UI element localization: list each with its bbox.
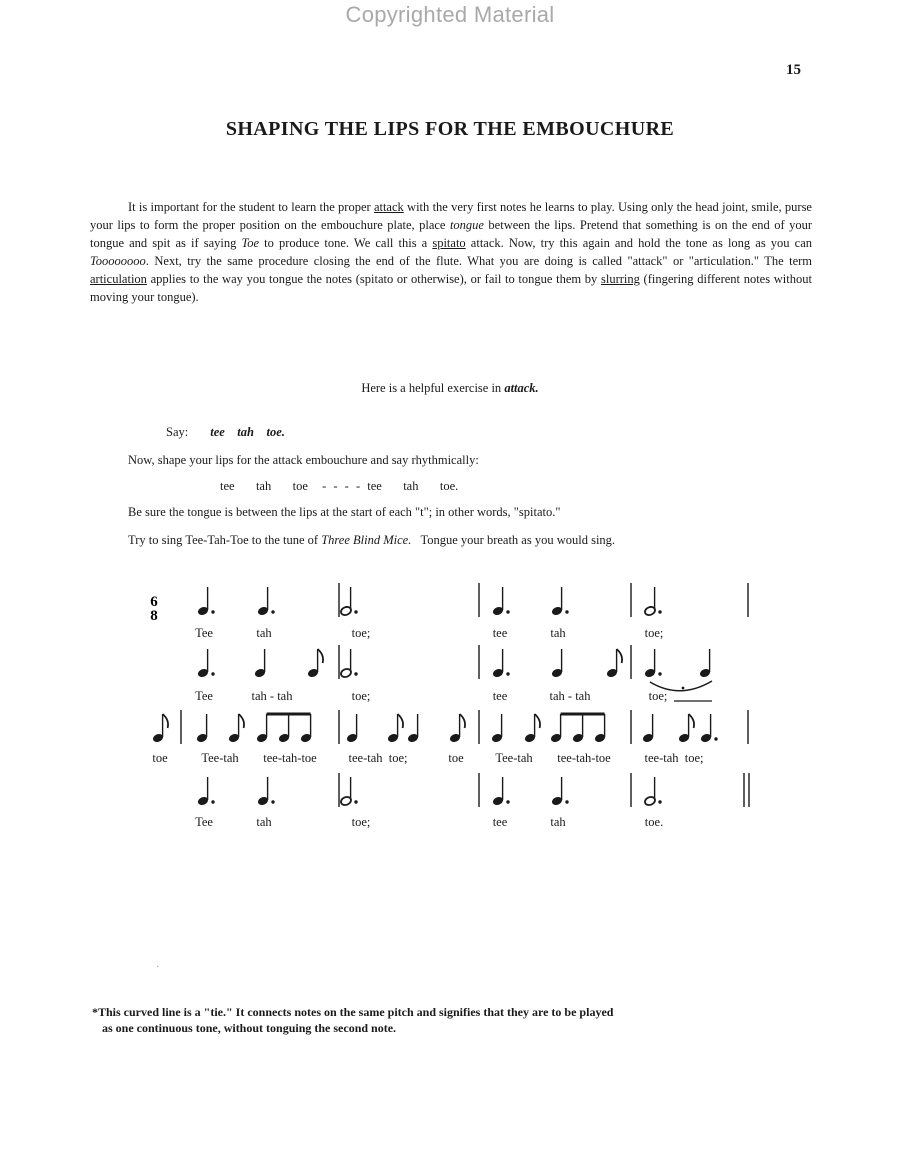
footnote	[92, 1004, 812, 1036]
lyric-syllable: tee-tah toe;	[644, 751, 704, 765]
note-flag	[239, 714, 244, 728]
page-title: SHAPING THE LIPS FOR THE EMBOUCHURE	[225, 118, 675, 140]
lyric-syllable: toe;	[351, 815, 371, 829]
say-label: Say:	[166, 425, 189, 439]
lyric-syllable: tee-tah-toe	[263, 751, 317, 765]
note-dot	[658, 610, 661, 613]
song-title: Three Blind Mice.	[321, 533, 412, 547]
note-dot	[354, 800, 357, 803]
heading-attack: attack.	[504, 381, 539, 395]
lyric-syllable: toe;	[644, 626, 664, 640]
note-dot	[354, 610, 357, 613]
note-dot	[658, 800, 661, 803]
lyric-syllable: tee	[492, 689, 508, 703]
text-run: It is important for the student to learn the proper	[128, 200, 374, 214]
lyric-syllable: tah	[550, 815, 566, 829]
note-flag	[398, 714, 403, 728]
note-dot	[658, 672, 661, 675]
lyric-syllable: Tee	[195, 815, 213, 829]
be-sure-line: Be sure the tongue is between the lips at the start of each "t"; in other words, "spitato."	[128, 505, 561, 519]
note-dot	[506, 610, 509, 613]
lyric-syllable: Tee	[195, 689, 213, 703]
text-run: attack. Now, try this again and hold the tone as long as you can	[465, 236, 812, 251]
try-text-end: Tongue your breath as you would sing.	[411, 533, 616, 547]
note-dot	[271, 610, 274, 613]
note-dot	[211, 610, 214, 613]
note-flag	[617, 649, 622, 663]
tongue-term: tongue	[449, 218, 484, 233]
lyric-syllable: Tee-tah	[201, 751, 239, 765]
now-line: Now, shape your lips for the attack embouchure and say rhythmically:	[128, 453, 479, 467]
lyric-syllable: tee-tah-toe	[557, 751, 611, 765]
lyric-syllable: tee	[492, 815, 508, 829]
note-dot	[714, 737, 717, 740]
lyric-syllable: Tee	[195, 626, 213, 640]
note-dot	[211, 672, 214, 675]
lyric-syllable: tah - tah	[251, 689, 293, 703]
text-run: (fingering different notes without moving your tongue).	[90, 272, 812, 305]
text-run: between the lips. Pretend that something is on the end of your tongue and spit as if saying	[90, 218, 812, 251]
toe-term: Toe	[241, 236, 260, 251]
page-number: 15	[786, 62, 801, 78]
note-dot	[354, 672, 357, 675]
footnote-line-1: *This curved line is a "tie." It connects notes on the same pitch and signifies that they are to be played	[92, 1005, 614, 1019]
lyric-syllable: tee-tah toe;	[348, 751, 408, 765]
text-run: to produce tone. We call this a	[259, 236, 433, 251]
spitato-term: spitato	[432, 236, 466, 251]
time-signature-bottom: 8	[150, 608, 158, 624]
copyright-watermark: Copyrighted Material	[345, 2, 555, 27]
note-flag	[689, 714, 694, 728]
text-run: with the very first notes he learns to play. Using only the head joint, smile, purse your lips to form the proper position on the embouchure plate, place	[90, 200, 812, 233]
lyric-syllable: tah - tah	[549, 689, 591, 703]
lyric-syllable: toe	[448, 751, 464, 765]
note-flag	[318, 649, 323, 663]
rhythm-line: tee tah toe - - - - tee tah toe.	[220, 479, 459, 493]
stray-mark: ·	[156, 962, 160, 973]
slurring-term: slurring	[600, 272, 640, 287]
lyric-syllable: toe;	[648, 689, 668, 703]
footnote-line-2: as one continuous tone, without tonguing the second note.	[102, 1021, 397, 1035]
lyric-syllable: toe.	[644, 815, 664, 829]
text-run: . Next, try the same procedure closing the end of the flute. What you are doing is called "attack" or "articulation." The term	[145, 254, 812, 269]
note-dot	[506, 672, 509, 675]
time-signature-top: 6	[150, 594, 158, 610]
heading-text: Here is a helpful exercise in	[361, 381, 505, 395]
note-flag	[535, 714, 540, 728]
lyric-syllable: toe;	[351, 626, 371, 640]
note-dot	[565, 610, 568, 613]
text-run: applies to the way you tongue the notes (spitato or otherwise), or fail to tongue them by	[146, 272, 601, 287]
attack-term: attack	[373, 200, 404, 214]
lyric-syllable: tah	[256, 626, 272, 640]
note-dot	[565, 800, 568, 803]
note-dot	[271, 800, 274, 803]
lyric-syllable: tah	[550, 626, 566, 640]
note-dot	[506, 800, 509, 803]
lyric-syllable: tee	[492, 626, 508, 640]
lyric-syllable: toe;	[351, 689, 371, 703]
try-text: Try to sing Tee-Tah-Toe to the tune of	[128, 533, 322, 547]
lyric-syllable: Tee-tah	[495, 751, 533, 765]
articulation-term: articulation	[90, 272, 147, 287]
note-flag	[460, 714, 465, 728]
lyric-syllable: toe	[152, 751, 168, 765]
tie-dot	[682, 687, 685, 690]
tooo-term: Toooooooo	[90, 254, 146, 269]
note-flag	[163, 714, 168, 728]
lyric-syllable: tah	[256, 815, 272, 829]
note-dot	[211, 800, 214, 803]
say-words: tee tah toe.	[210, 425, 285, 439]
